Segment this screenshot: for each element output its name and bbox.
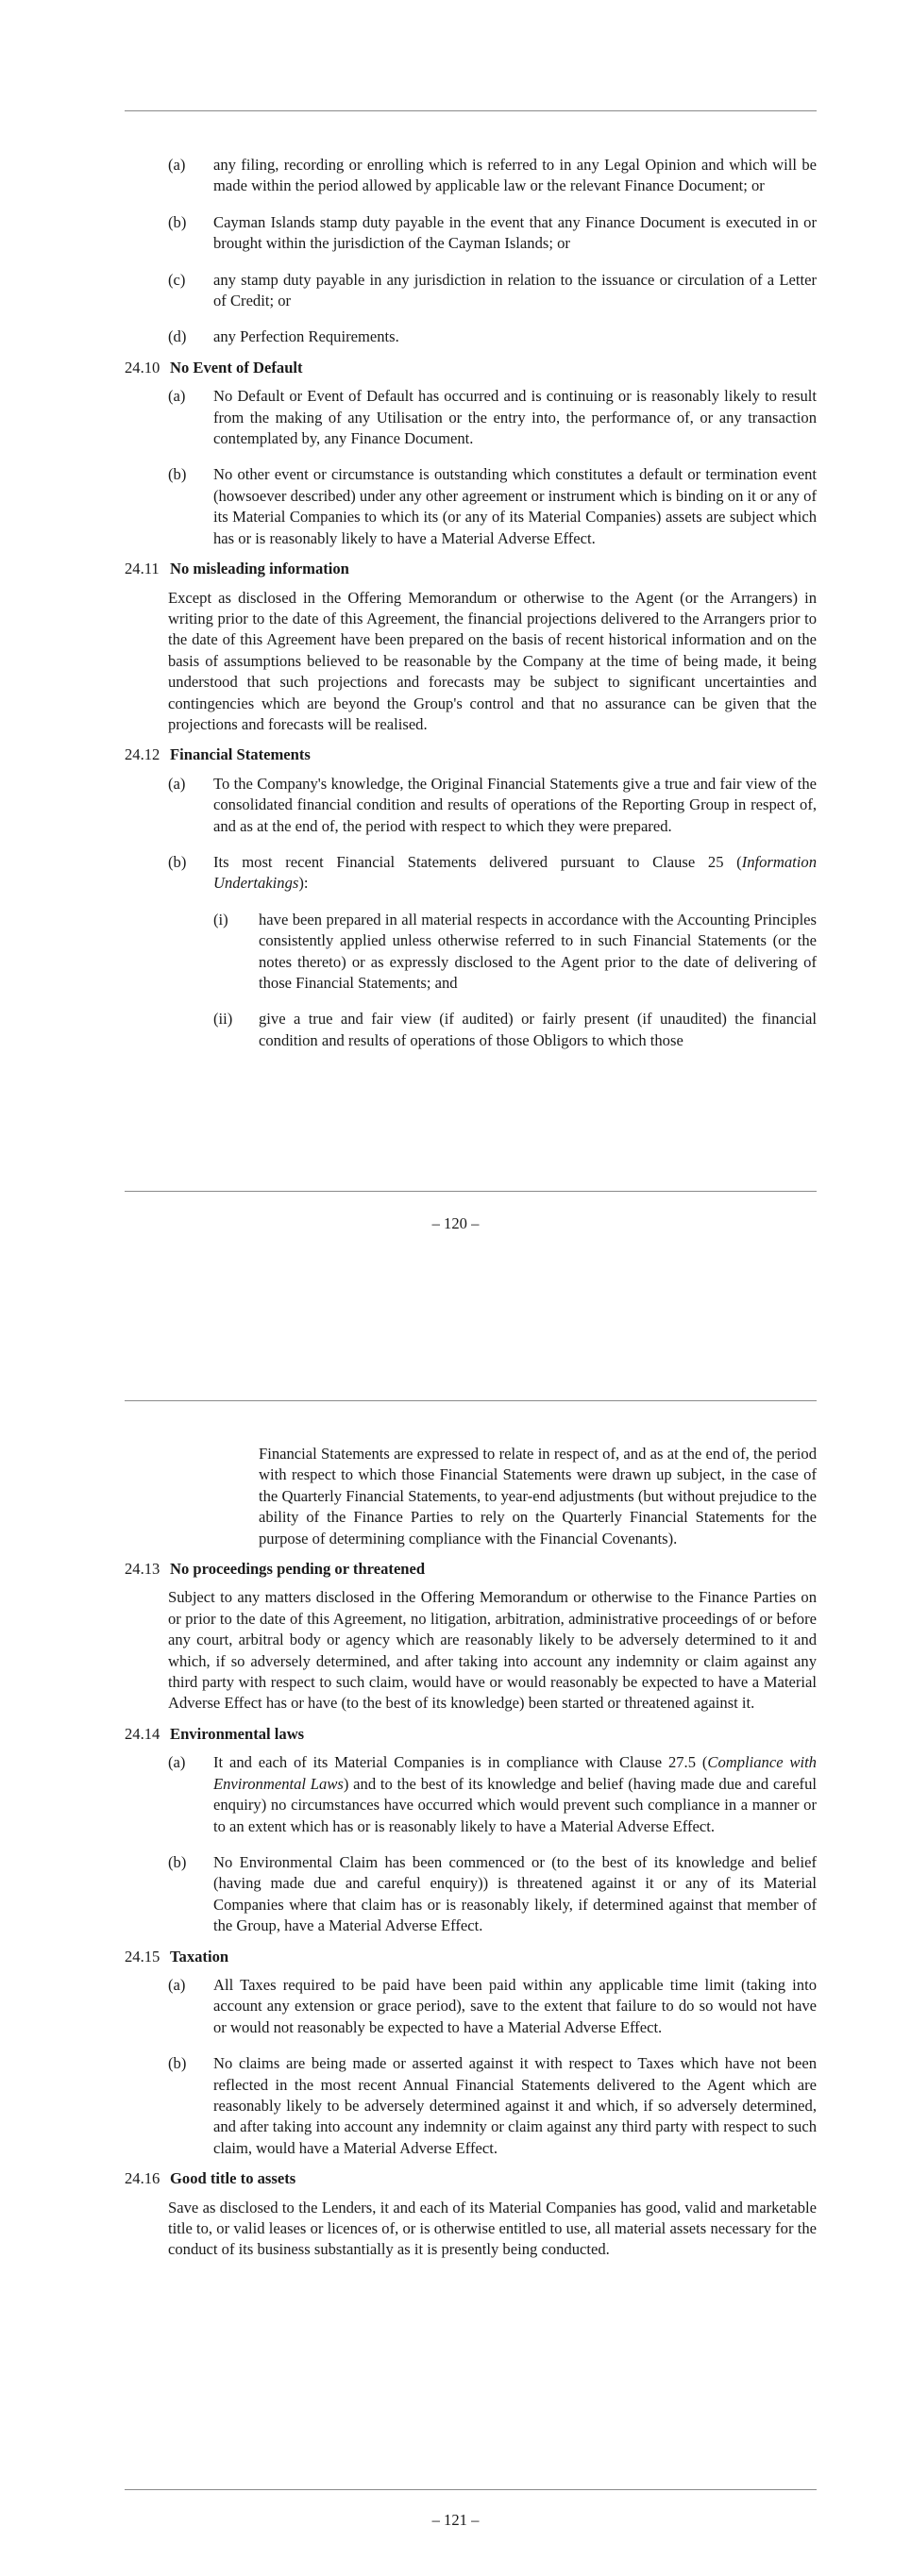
- continuation-paragraph: Financial Statements are expressed to relate in respect of, and as at the end of, the period with respect to which those Financial Statements were drawn up subject, in the case of the Quarterly Financial Statements, to year-end adjustments (but without prejudice to the ability of the Finance Parties to rely on the Quarterly Financial Statements for the purpose of determining compliance with the Financial Covenants).: [259, 1445, 817, 1547]
- list-sub-item: (i) have been prepared in all material respects in accordance with the Accounting Principles consistently applied unless otherwise referred to in such Financial Statements (or the notes thereto) or as expressly disclosed to the Agent prior to the date of delivering of those Financial Statements; and: [213, 910, 817, 992]
- footer-rule: [125, 1191, 817, 1192]
- header-rule: [125, 1400, 817, 1401]
- list-item: (a) No Default or Event of Default has occurred and is continuing or is reasonably likely to result from the making of any Utilisation or the entry into, the performance of, or any transaction contemplated by, any Finance Document.: [168, 387, 817, 448]
- page-121: [0, 1293, 911, 2576]
- list-sub-item: (ii) give a true and fair view (if audited) or fairly present (if unaudited) the financial condition and results of operations of those Obligors to which those: [213, 1010, 817, 1049]
- section-paragraph: Subject to any matters disclosed in the Offering Memorandum or otherwise to the Finance Parties on or prior to the date of this Agreement, no litigation, arbitration, administrative proceedings of or before any court, arbitral body or agency which are reasonably likely to be adversely determined to it and which, if so adversely determined, and after taking into account any indemnity or claim against any third party with respect to such claim, would have or would reasonably be expected to have a Material Adverse Effect has or have (to the best of its knowledge) been started or threatened against it.: [168, 1588, 817, 1713]
- section-heading-24-12: 24.12 Financial Statements: [125, 745, 311, 764]
- footer-rule: [125, 2489, 817, 2490]
- list-item: (b) Its most recent Financial Statements delivered pursuant to Clause 25 (Information Undertakings):: [168, 852, 817, 893]
- section-heading-24-10: 24.10 No Event of Default: [125, 358, 303, 376]
- list-item: (b) No claims are being made or asserted against it with respect to Taxes which have not been reflected in the most recent Annual Financial Statements delivered to the Agent which are reasonably likely to be adversely determined against it and which, if so adversely determined, and after taking into account any indemnity or claim against any third party with respect to such claim, would have a Material Adverse Effect.: [168, 2054, 817, 2157]
- section-heading-24-15: 24.15 Taxation: [125, 1947, 229, 1965]
- list-item: (a) To the Company's knowledge, the Original Financial Statements give a true and fair view of the consolidated financial condition and results of operations of the Reporting Group in respect of, and as at the end of, the period with respect to which they were prepared.: [168, 774, 817, 835]
- page-120-body: [125, 155, 817, 1051]
- page-121-body: [125, 1444, 817, 2261]
- section-paragraph: Except as disclosed in the Offering Memorandum or otherwise to the Agent (or the Arrangers) in writing prior to the date of this Agreement, the financial projections delivered to the Arrangers prior to the date of this Agreement have been prepared on the basis of recent historical information and on the basis of assumptions believed to be reasonable by the Company at the time of being made, it being understood that such projections and forecasts may be subject to significant uncertainties and contingencies which are beyond the Group's control and that no assurance can be given that the projections and forecasts will be realised.: [168, 588, 817, 733]
- list-item: (b) Cayman Islands stamp duty payable in the event that any Finance Document is executed in or brought within the jurisdiction of the Cayman Islands; or: [168, 212, 817, 253]
- page-number: – 120 –: [431, 1214, 480, 1232]
- section-heading-24-11: 24.11 No misleading information: [125, 560, 349, 578]
- list-item: (c) any stamp duty payable in any jurisdiction in relation to the issuance or circulation of a Letter of Credit; or: [168, 270, 817, 310]
- section-heading-24-13: 24.13 No proceedings pending or threatened: [125, 1560, 426, 1579]
- section-heading-24-14: 24.14 Environmental laws: [125, 1724, 305, 1743]
- list-item: (a) All Taxes required to be paid have been paid within any applicable time limit (taking into account any extension or grace period), save to the extent that failure to do so would not have or would not reasonably be expected to have a Material Adverse Effect.: [168, 1975, 817, 2036]
- section-paragraph: Save as disclosed to the Lenders, it and each of its Material Companies has good, valid and marketable title to, or valid leases or licences of, or is otherwise entitled to use, all material assets necessary for the conduct of its business substantially as it is presently being conducted.: [168, 2198, 817, 2259]
- header-rule: [125, 110, 817, 111]
- section-heading-24-16: 24.16 Good title to assets: [125, 2169, 296, 2188]
- list-item: (d) any Perfection Requirements.: [168, 327, 399, 346]
- list-item: (a) It and each of its Material Companies is in compliance with Clause 27.5 (Compliance with Environmental Laws) and to the best of its knowledge and belief (having made due and careful enquiry) no circumstances have occurred which would prevent such compliance in a manner or to an extent which has or is reasonably likely to have a Material Adverse Effect.: [168, 1753, 817, 1835]
- list-item: (a) any filing, recording or enrolling which is referred to in any Legal Opinion and which will be made within the period allowed by applicable law or the relevant Finance Document; or: [168, 156, 817, 195]
- page-number: – 121 –: [431, 2511, 480, 2529]
- list-item: (b) No Environmental Claim has been commenced or (to the best of its knowledge and belief (having made due and careful enquiry)) is threatened against it or any of its Material Companies where that claim has or is reasonably likely, if determined against that member of the Group, have a Material Adverse Effect.: [168, 1852, 817, 1935]
- list-item: (b) No other event or circumstance is outstanding which constitutes a default or termination event (howsoever described) under any other agreement or instrument which is binding on it or any of its Material Companies to which its (or any of its Material Companies) assets are subject which has or is reasonably likely to have a Material Adverse Effect.: [168, 465, 817, 547]
